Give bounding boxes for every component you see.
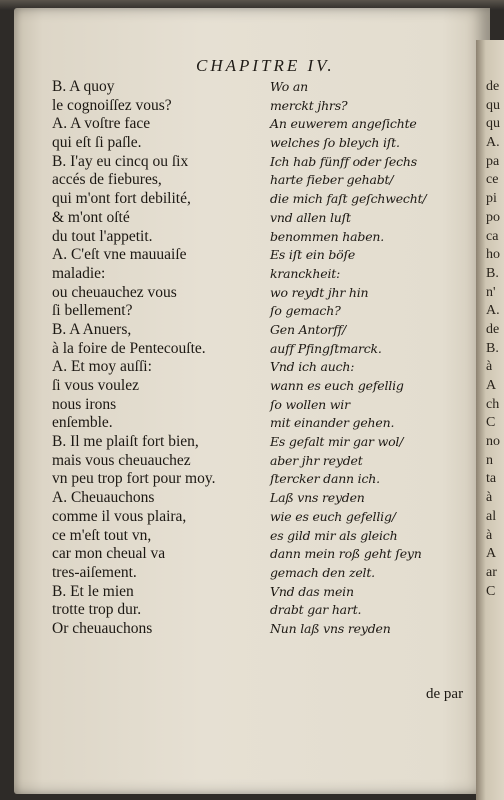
facing-page-fragment: A [486,546,497,562]
french-line: ſi bellement? [52,302,133,320]
german-line: gemach den zelt. [270,564,375,580]
facing-page-fragment: A [486,378,497,393]
facing-page-fragment: B. [486,340,499,356]
french-line: ſi vous voulez [52,377,139,394]
french-line: vn peu trop fort pour moy. [52,470,216,488]
french-line: tres-aiſement. [52,563,137,581]
french-line: B. A Anuers, [52,320,132,338]
german-line: Laß vns reyden [270,490,365,506]
facing-page-fragment: ta [486,471,497,487]
french-line: A. Et moy auſſi: [52,358,152,376]
german-line: ſtercker dann ich. [270,471,380,487]
german-line: Ich hab fünff oder ſechs [270,153,417,169]
german-line: Es gefalt mir gar wol/ [270,434,404,450]
german-line: die mich faſt geſchwecht/ [270,191,427,207]
facing-page-fragment: pa [486,153,500,169]
french-line: B. A quoy [52,78,115,95]
german-line: Gen Antorff/ [270,321,347,337]
facing-page-text [486,78,500,601]
facing-page-fragment: ar [486,564,497,580]
chapter-header: CHAPITRE IV. [196,56,335,75]
french-line: maladie: [52,264,106,282]
german-line: welches ſo bleych iſt. [270,135,400,151]
catchword: de par [426,686,464,702]
french-line: qui eſt ſi paſle. [52,134,142,152]
german-line: vnd allen luſt [270,209,351,225]
facing-page-fragment: no [486,434,500,450]
facing-page-fragment: al [486,508,497,524]
german-line: benommen haben. [270,228,385,244]
facing-page-fragment: C [486,583,496,599]
french-line: du tout l'appetit. [52,227,153,245]
facing-page-fragment: ce [486,172,499,188]
facing-page-fragment: de [486,321,500,337]
facing-page-fragment: de [486,79,500,94]
german-line: mit einander gehen. [270,415,395,431]
german-line: es gild mir als gleich [270,527,398,543]
facing-page-fragment: C [486,415,496,431]
french-line: mais vous cheuauchez [52,451,191,469]
french-line: A. A voſtre face [52,115,151,133]
facing-page-fragment: B. [486,265,499,281]
facing-page-fragment: A. [486,135,500,151]
german-column [270,78,426,639]
facing-page-fragment: n' [486,284,496,300]
french-line: comme il vous plaira, [52,507,187,525]
facing-page-fragment: ch [486,396,500,412]
french-line: enſemble. [52,414,113,432]
german-line: An euwerem angeſichte [270,116,417,132]
facing-page-fragment: ca [486,228,499,244]
german-line: Nun laß vns reyden [270,620,391,636]
facing-page-fragment: à [486,527,493,543]
german-line: Vnd das mein [270,583,354,599]
french-line: nous irons [52,395,117,413]
german-line: ſo wollen wir [270,396,350,412]
french-line: accés de fiebures, [52,171,162,189]
german-line: merckt jhrs? [270,97,348,113]
french-line: trotte trop dur. [52,601,142,619]
facing-page-fragment: n [486,452,493,468]
german-line: Es iſt ein böſe [270,247,356,263]
french-line: à la foire de Pentecouſte. [52,339,206,357]
french-line: ou cheuauchez vous [52,283,177,301]
german-line: wann es euch gefellig [270,378,404,393]
french-line: Or cheuauchons [52,619,153,637]
french-line: le cognoiſſez vous? [52,96,172,114]
german-line: ſo gemach? [270,303,341,319]
facing-page-fragment: qu [486,116,500,132]
french-line: & m'ont oſté [52,208,130,226]
french-line: A. Cheuauchons [52,489,155,507]
german-line: Wo an [270,79,309,94]
german-line: wie es euch gefellig/ [270,508,396,524]
facing-page-fragment: à [486,359,493,375]
french-line: B. I'ay eu cincq ou ſix [52,152,189,170]
french-line: ce m'eſt tout vn, [52,526,152,544]
german-line: wo reydt jhr hin [270,284,369,300]
facing-page-fragment: A. [486,303,500,319]
french-line: B. Il me plaiſt fort bien, [52,433,199,451]
facing-page-fragment: qu [486,97,500,113]
french-line: B. Et le mien [52,582,134,600]
german-line: aber jhr reydet [270,452,363,468]
facing-page-fragment: ho [486,247,500,263]
french-line: car mon cheual va [52,545,166,563]
german-line: harte fieber gehabt/ [270,172,394,188]
facing-page-fragment: po [486,209,500,225]
facing-page-fragment: à [486,490,493,506]
facing-page-fragment: pi [486,191,497,207]
french-line: qui m'ont fort debilité, [52,190,191,208]
german-line: dann mein roß geht ſeyn [270,546,422,562]
german-line: Vnd ich auch: [270,359,355,375]
french-column [52,78,215,639]
german-line: auff Pfingſtmarck. [270,340,382,356]
french-line: A. C'eſt vne mauuaiſe [52,246,187,264]
german-line: kranckheit: [270,265,341,281]
german-line: drabt gar hart. [270,602,362,618]
